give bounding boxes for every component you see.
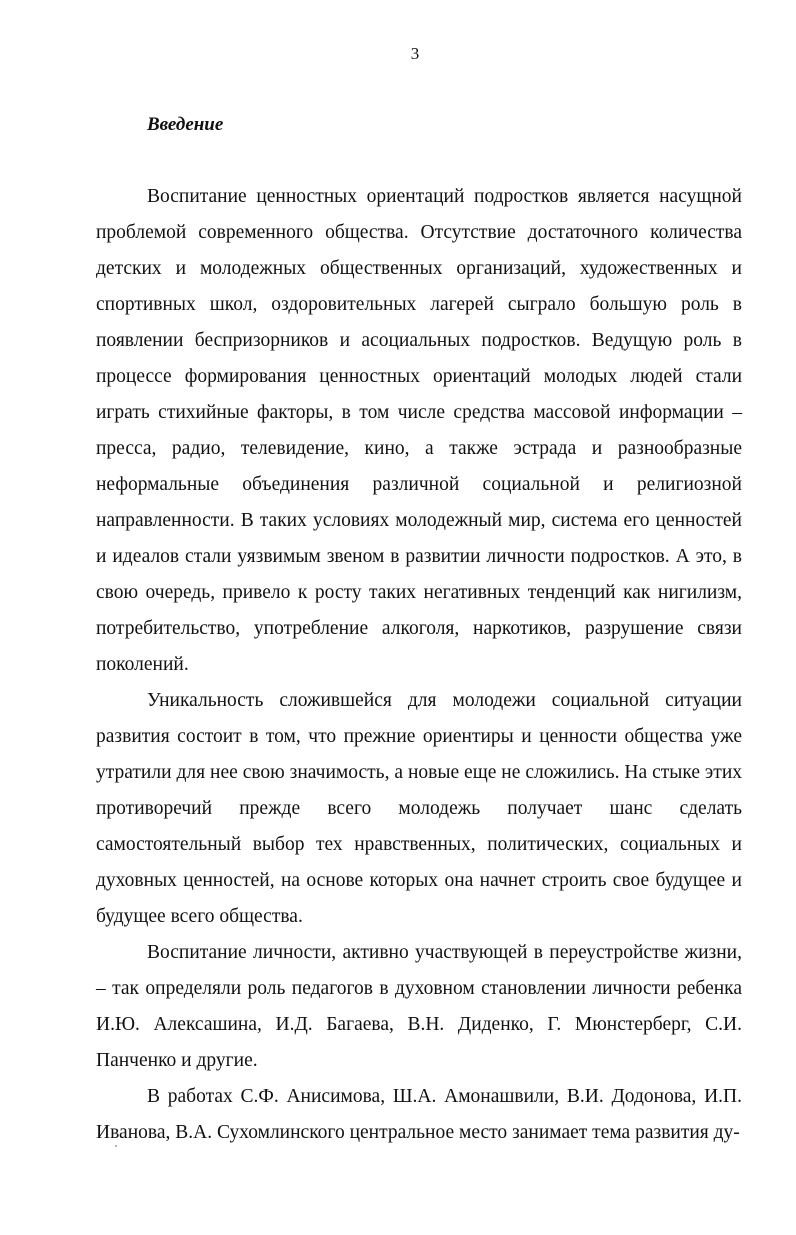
- paragraph-3: Воспитание личности, активно участвующей в переустройстве жизни, – так определяли роль педагогов в духовном становлении личности ребенка И.Ю. Алексашина, И.Д. Багаева, В.Н. Диденко, Г. Мюнстерберг, С.И. Панченко и другие.: [96, 942, 742, 1071]
- scan-artifact: [115, 1145, 117, 1147]
- section-heading: Введение: [147, 114, 224, 135]
- page-number: 3: [410, 44, 420, 63]
- paragraph-2: Уникальность сложившейся для молодежи социальной ситуации развития состоит в том, что прежние ориентиры и ценности общества уже утратили для нее свою значимость, а новые еще не сложились. На стыке этих противоречий прежде всего молодежь получает шанс сделать самостоятельный выбор тех нравственных, политических, социальных и духовных ценностей, на основе которых она начнет строить свое будущее и будущее всего общества.: [96, 690, 742, 927]
- paragraph-4: В работах С.Ф. Анисимова, Ш.А. Амонашвили, В.И. Додонова, И.П. Иванова, В.А. Сухомлинского центральное место занимает тема развития ду-: [96, 1086, 742, 1143]
- body-text: [96, 179, 742, 1151]
- paragraph-1: Воспитание ценностных ориентаций подростков является насущной проблемой современного общества. Отсутствие достаточного количества детских и молодежных общественных организаций, художественных и спортивных школ, оздоровительных лагерей сыграло большую роль в появлении беспризорников и асоциальных подростков. Ведущую роль в процессе формирования ценностных ориентаций молодых людей стали играть стихийные факторы, в том числе средства массовой информации – пресса, радио, телевидение, кино, а также эстрада и разнообразные неформальные объединения различной социальной и религиозной направленности. В таких условиях молодежный мир, система его ценностей и идеалов стали уязвимым звеном в развитии личности подростков. А это, в свою очередь, привело к росту таких негативных тенденций как нигилизм, потребительство, употребление алкоголя, наркотиков, разрушение связи поколений.: [96, 186, 742, 675]
